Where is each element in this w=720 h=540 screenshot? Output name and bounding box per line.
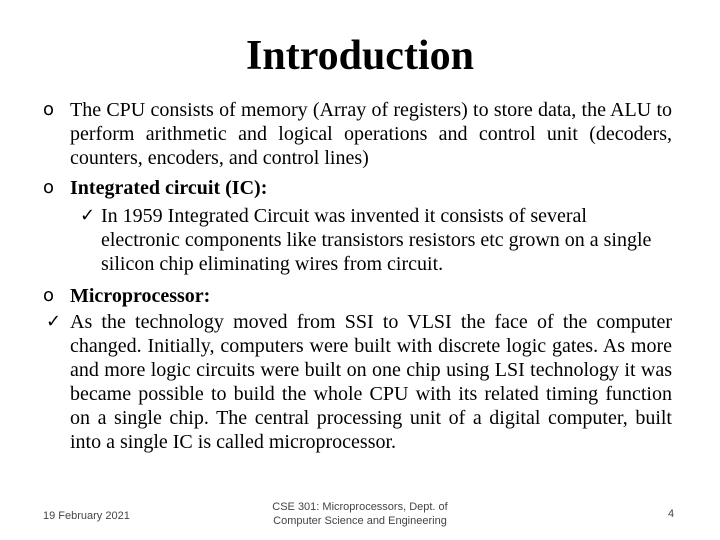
bullet-text-cpu: The CPU consists of memory (Array of registers) to store data, the ALU to perform arithmetic and logical operations and control unit (decoders, counters, encoders, and control lines) (70, 99, 672, 169)
bullet-text-microprocessor: As the technology moved from SSI to VLSI the face of the computer changed. Initially, computers were built with discrete logic gates. As more and more logic circuits were built on one chip using LSI technology it was became possible to build the whole CPU with its related timing function on a single chip. The central processing unit of a digital computer, built into a single IC is called microprocessor. (70, 311, 672, 453)
slide-title: Introduction (246, 33, 474, 79)
bullet-text-ic-history: In 1959 Integrated Circuit was invented it consists of several electronic components like transistors resistors etc grown on a single silicon chip eliminating wires from circuit. (101, 205, 652, 275)
footer-date: 19 February 2021 (43, 510, 130, 522)
bullet-heading-ic: Integrated circuit (IC): (70, 177, 268, 199)
checkmark-icon: ✓ (46, 311, 62, 332)
footer-course-line2: Computer Science and Engineering (273, 515, 447, 527)
bullet-marker-circle: o (43, 285, 55, 306)
page-number: 4 (668, 508, 675, 520)
bullet-heading-microprocessor: Microprocessor: (70, 285, 211, 307)
bullet-marker-circle: o (43, 177, 55, 198)
footer-course (250, 500, 470, 528)
bullet-marker-circle: o (43, 99, 55, 120)
checkmark-icon: ✓ (80, 205, 96, 226)
footer-course-line1: CSE 301: Microprocessors, Dept. of (272, 501, 448, 513)
